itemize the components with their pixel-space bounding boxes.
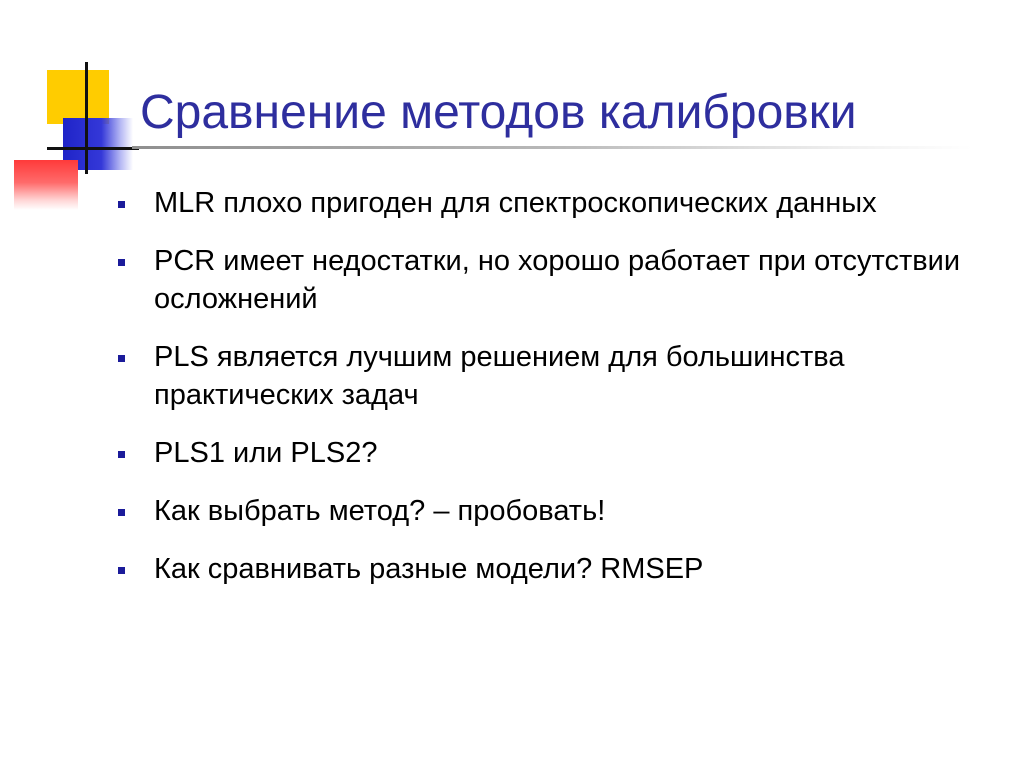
deco-yellow-block bbox=[47, 70, 109, 124]
bullet-text: Как выбрать метод? – пробовать! bbox=[154, 495, 606, 527]
bullet-text: PLS1 или PLS2? bbox=[154, 437, 378, 469]
bullet-text: PCR имеет недостатки, но хорошо работает при отсутствии осложнений bbox=[154, 245, 961, 315]
square-bullet-icon bbox=[118, 509, 125, 516]
deco-vertical-line bbox=[85, 62, 88, 174]
bullet-text: Как сравнивать разные модели? RMSEP bbox=[154, 553, 704, 585]
bullet-item bbox=[112, 184, 972, 222]
square-bullet-icon bbox=[118, 567, 125, 574]
square-bullet-icon bbox=[118, 451, 125, 458]
square-bullet-icon bbox=[118, 259, 125, 266]
bullet-item bbox=[112, 550, 972, 588]
square-bullet-icon bbox=[118, 201, 125, 208]
bullet-list bbox=[112, 184, 972, 608]
bullet-item bbox=[112, 242, 972, 318]
title-underline bbox=[132, 146, 972, 149]
bullet-item bbox=[112, 338, 972, 414]
deco-red-block bbox=[14, 160, 78, 210]
slide-title: Сравнение методов калибровки bbox=[140, 86, 857, 139]
deco-horizontal-line bbox=[47, 147, 139, 150]
bullet-text: PLS является лучшим решением для большинства практических задач bbox=[154, 341, 845, 411]
bullet-text: MLR плохо пригоден для спектроскопических данных bbox=[154, 187, 877, 219]
square-bullet-icon bbox=[118, 355, 125, 362]
bullet-item bbox=[112, 434, 972, 472]
bullet-item bbox=[112, 492, 972, 530]
